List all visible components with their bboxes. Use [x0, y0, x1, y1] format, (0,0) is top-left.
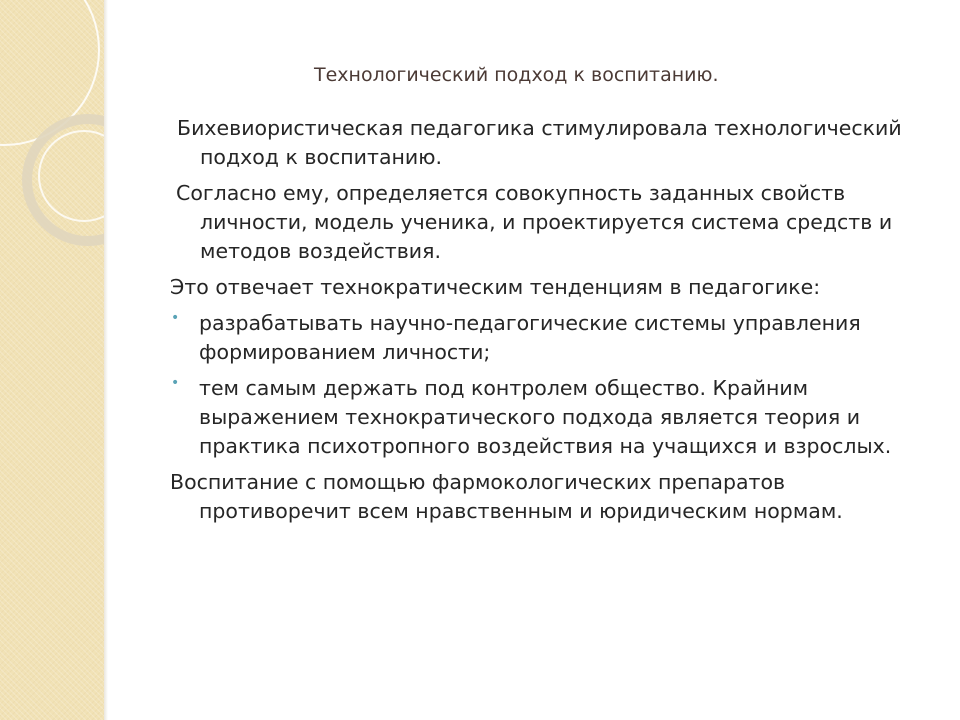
bullet-icon: •: [171, 310, 180, 326]
decorative-side-panel: [0, 0, 104, 720]
bullet-text: тем самым держать под контролем общество. Крайним выражением технократического подхода является теория и практика психотропного воздействия на учащихся и взрослых.: [199, 376, 892, 458]
paragraph-behaviorist: Бихевиористическая педагогика стимулировала технологический подход к воспитанию.: [177, 116, 902, 169]
paragraph-closing: Воспитание с помощью фармокологических препаратов противоречит всем нравственным и юридическим нормам.: [170, 470, 843, 523]
side-panel-edge: [104, 0, 108, 720]
bullet-text: разрабатывать научно-педагогические системы управления формированием личности;: [199, 311, 861, 364]
slide-content: [170, 114, 930, 533]
bullet-icon: •: [171, 375, 180, 391]
paragraph-technocratic: Это отвечает технократическим тенденциям в педагогике:: [170, 275, 821, 299]
paragraph-properties: Согласно ему, определяется совокупность заданных свойств личности, модель ученика, и проектируется система средств и методов воздействия.: [176, 181, 893, 263]
bullet-item: [170, 374, 930, 461]
bullet-item: [170, 309, 930, 367]
slide-title: Технологический подход к воспитанию.: [314, 64, 719, 86]
